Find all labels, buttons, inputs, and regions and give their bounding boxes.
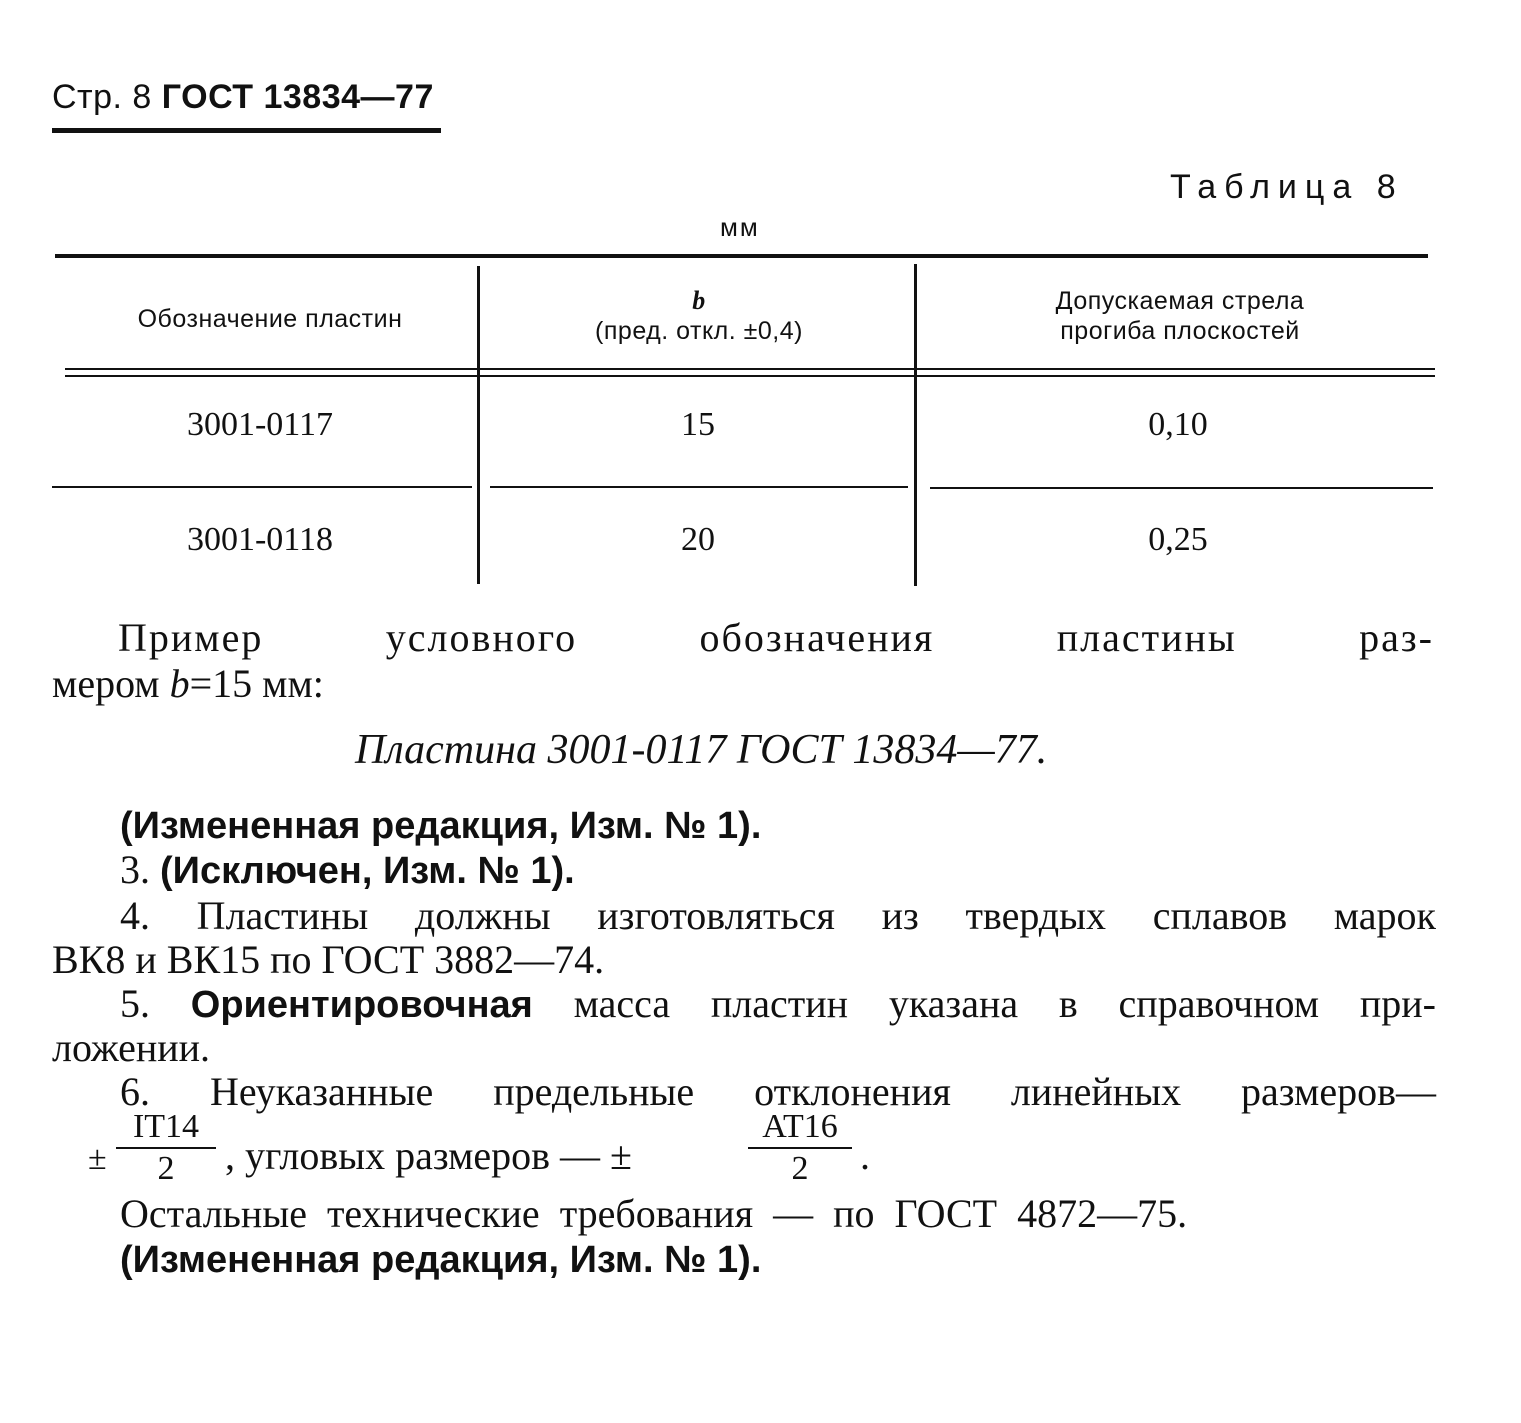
fraction-denominator: 2	[157, 1150, 175, 1187]
fraction-denominator: 2	[791, 1150, 809, 1187]
table-cell: 0,10	[1148, 406, 1208, 443]
item-5-line-1: 5. Ориентировочная масса пластин указана в справочном при-	[120, 981, 1437, 1026]
column-header-b-tolerance: (пред. откл. ±0,4)	[595, 317, 803, 345]
column-header-b-symbol: b	[692, 286, 706, 315]
item-6-mid: , угловых размеров — ±	[225, 1133, 632, 1178]
table-cell: 0,25	[1148, 521, 1208, 558]
column-header-deflection: Допускаемая стрела прогиба плоскостей	[1055, 287, 1305, 345]
page-header	[52, 78, 434, 117]
standard-number: ГОСТ 13834—77	[161, 78, 434, 116]
table-top-rule	[55, 254, 1428, 258]
table-cell: 20	[681, 521, 715, 558]
column-header-b	[490, 286, 908, 346]
row-separator-right	[930, 487, 1433, 489]
designation-example: Пластина 3001-0117 ГОСТ 13834—77.	[355, 727, 1048, 773]
other-requirements: Остальные технические требования — по ГОСТ 4872—75.	[120, 1191, 1188, 1236]
fraction-it14	[116, 1108, 216, 1188]
example-line-2: мером b=15 мм:	[52, 661, 324, 706]
fraction-bar	[748, 1147, 852, 1149]
table-cell: 15	[681, 406, 715, 443]
item-6-line-1: 6. Неуказанные предельные отклонения линейных размеров—	[120, 1069, 1436, 1114]
example-line-1: Пример условного обозначения пластины раз-	[118, 615, 1434, 660]
table-unit: мм	[720, 212, 760, 242]
column-divider-1	[477, 266, 480, 584]
item-4-line-2: ВК8 и ВК15 по ГОСТ 3882—74.	[52, 937, 605, 982]
amendment-note-1: (Измененная редакция, Изм. № 1).	[120, 805, 762, 847]
fraction-bar	[116, 1147, 216, 1149]
row-separator-left	[52, 486, 472, 488]
column-header-designation: Обозначение пластин	[137, 305, 403, 333]
header-bottom-rule-2	[65, 375, 1435, 377]
table-cell: 3001-0118	[186, 521, 334, 558]
item-5-line-2: ложении.	[52, 1025, 211, 1070]
item-6-end: .	[860, 1133, 870, 1178]
amendment-note-2: (Измененная редакция, Изм. № 1).	[120, 1239, 762, 1281]
header-bottom-rule-1	[65, 368, 1435, 370]
table-label: Таблица 8	[1170, 168, 1404, 206]
item-4-line-1: 4. Пластины должны изготовляться из твердых сплавов марок	[120, 893, 1436, 938]
fraction-at16	[748, 1108, 852, 1188]
page-number: Стр. 8	[52, 78, 152, 116]
fraction-numerator: IT14	[132, 1108, 200, 1145]
item-3: 3. (Исключен, Изм. № 1).	[120, 847, 575, 892]
plus-minus-sign-1: ±	[88, 1140, 107, 1177]
header-rule	[52, 128, 441, 133]
column-divider-2	[914, 264, 917, 586]
fraction-numerator: AT16	[762, 1108, 838, 1145]
table-cell: 3001-0117	[186, 406, 334, 443]
row-separator-mid	[490, 486, 908, 488]
